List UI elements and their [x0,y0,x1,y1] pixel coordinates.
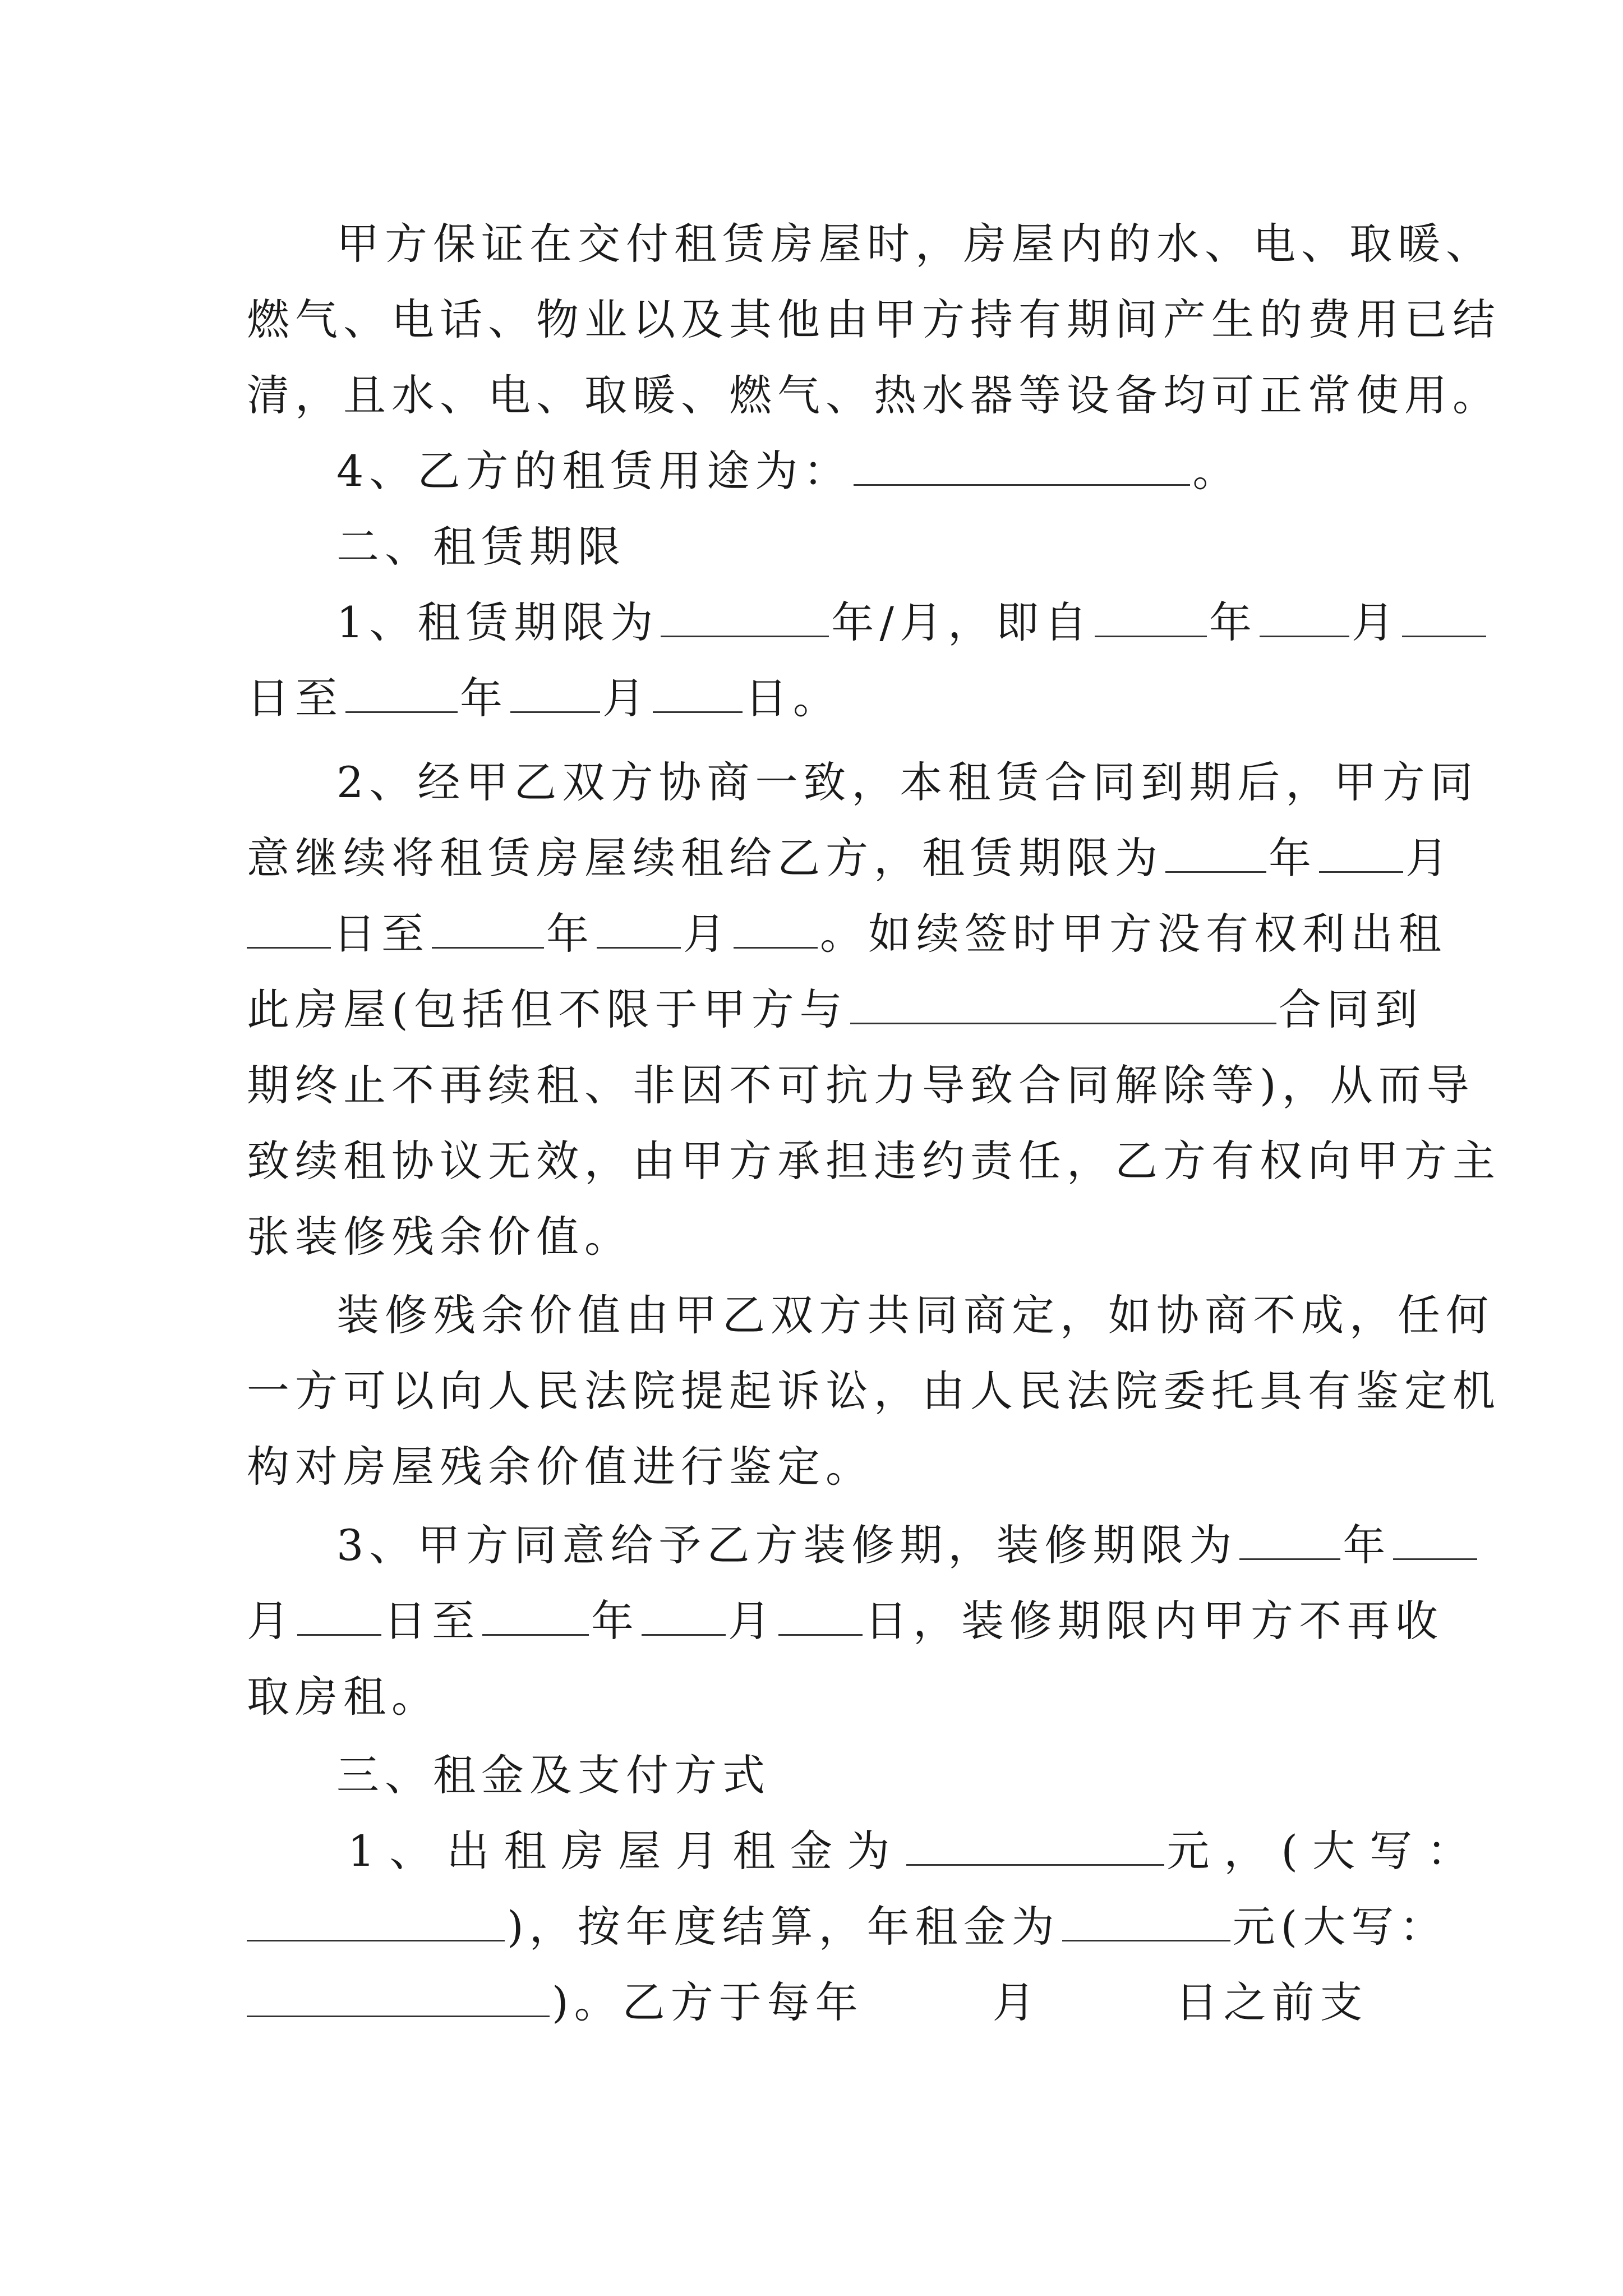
clause-line [247,1130,1501,1192]
text: 装修残余价值由甲乙双方共同商定，如协商不成，任何 [336,1290,1494,1340]
fill-blank[interactable] [1062,1901,1230,1941]
text: 此房屋(包括但不限于甲方与 [247,984,848,1034]
paragraph-line [247,1436,1391,1498]
paragraph-line [336,1285,1494,1346]
text: 年 [1343,1520,1391,1570]
text: 月 [992,1977,1041,2027]
fill-blank[interactable] [345,672,458,713]
fill-blank[interactable] [661,596,829,637]
text: 月 [247,1596,295,1646]
text: 二、租赁期限 [336,522,626,572]
text: 张装修残余价值。 [247,1212,633,1262]
section-heading [336,1745,1391,1806]
text: 意继续将租赁房屋续租给乙方，租赁期限为 [247,833,1163,883]
text: 年 [591,1596,639,1646]
text: 年/月，即自 [831,597,1092,647]
fill-blank[interactable] [854,445,1190,486]
fill-blank[interactable] [778,1595,863,1636]
text: 月 [602,673,651,723]
text: 元(大写： [1232,1902,1448,1952]
fill-blank[interactable] [510,672,600,713]
clause-line [247,827,1454,889]
text: 日之前支 [1175,1977,1368,2027]
text: 三、租金及支付方式 [336,1750,771,1800]
text: 日至 [247,673,343,723]
text: 日至 [333,909,430,959]
section-heading [336,516,1391,578]
clause-line [247,903,1447,965]
fill-blank[interactable] [1402,596,1486,637]
text: 。 [1192,446,1241,496]
fill-blank[interactable] [1393,1519,1477,1560]
clause-line [336,592,1400,654]
text: 构对房屋残余价值进行鉴定。 [247,1442,874,1492]
text: 年 [1209,597,1257,647]
text: 清，且水、电、取暖、燃气、热水器等设备均可正常使用。 [247,370,1501,420]
paragraph-line [336,213,1494,275]
text: 期终止不再续租、非因不可抗力导致合同解除等)，从而导 [247,1060,1475,1110]
paragraph-line [247,289,1501,351]
text: 甲方保证在交付租赁房屋时，房屋内的水、电、取暖、 [336,219,1494,269]
clause-line [348,1820,1484,1882]
fill-blank[interactable] [906,1825,1164,1866]
fill-blank[interactable] [597,908,681,949]
text: 合同到 [1278,984,1423,1034]
clause-line [247,1896,1448,1958]
text: )。乙方于每年 [552,1977,864,2027]
text: 1、租赁期限为 [336,597,659,647]
text: 日至 [384,1596,480,1646]
fill-blank[interactable] [1319,832,1403,873]
text: 月 [683,909,731,959]
fill-blank[interactable] [482,1595,589,1636]
fill-blank[interactable] [642,1595,726,1636]
clause-line [247,979,1423,1041]
paragraph-line [247,1360,1501,1422]
clause-line [247,1206,1391,1268]
fill-blank[interactable] [297,1595,381,1636]
fill-blank[interactable] [247,1901,505,1941]
text: 年 [546,909,594,959]
fill-blank[interactable] [247,908,331,949]
clause-line [247,1666,1391,1728]
fill-blank[interactable] [1260,596,1349,637]
clause-line [336,1515,1391,1576]
text: 月 [728,1596,776,1646]
text: 取房租。 [247,1672,440,1722]
clause-line [247,1972,1391,2033]
clause-line [247,1055,1475,1116]
text: 燃气、电话、物业以及其他由甲方持有期间产生的费用已结 [247,295,1501,344]
fill-blank[interactable] [850,983,1276,1024]
paragraph-line [247,365,1501,426]
fill-blank[interactable] [653,672,743,713]
text: 。如续签时甲方没有权利出租 [820,909,1447,959]
text: 日，装修期限内甲方不再收 [865,1596,1444,1646]
text: 月 [1405,833,1454,883]
fill-blank[interactable] [247,1976,550,2017]
fill-blank[interactable] [432,908,544,949]
text: 元，(大写： [1166,1826,1484,1876]
text: 3、甲方同意给予乙方装修期，装修期限为 [336,1520,1238,1570]
text: 月 [1351,597,1400,647]
clause-line [247,1590,1444,1652]
text: 4、乙方的租赁用途为： [336,446,852,496]
text: )，按年度结算，年租金为 [507,1902,1060,1952]
text: 一方可以向人民法院提起诉讼，由人民法院委托具有鉴定机 [247,1366,1501,1416]
clause-line [336,752,1479,813]
clause-line [247,668,1391,729]
fill-blank[interactable] [1095,596,1207,637]
fill-blank[interactable] [734,908,818,949]
fill-blank[interactable] [1165,832,1266,873]
fill-blank[interactable] [1239,1519,1340,1560]
text: 年 [460,673,508,723]
text: 致续租协议无效，由甲方承担违约责任，乙方有权向甲方主 [247,1136,1501,1186]
clause-item-4 [336,440,1391,502]
text: 年 [1269,833,1317,883]
text: 日。 [745,673,841,723]
text: 2、经甲乙双方协商一致，本租赁合同到期后，甲方同 [336,757,1479,807]
text: 1、出租房屋月租金为 [348,1826,905,1876]
